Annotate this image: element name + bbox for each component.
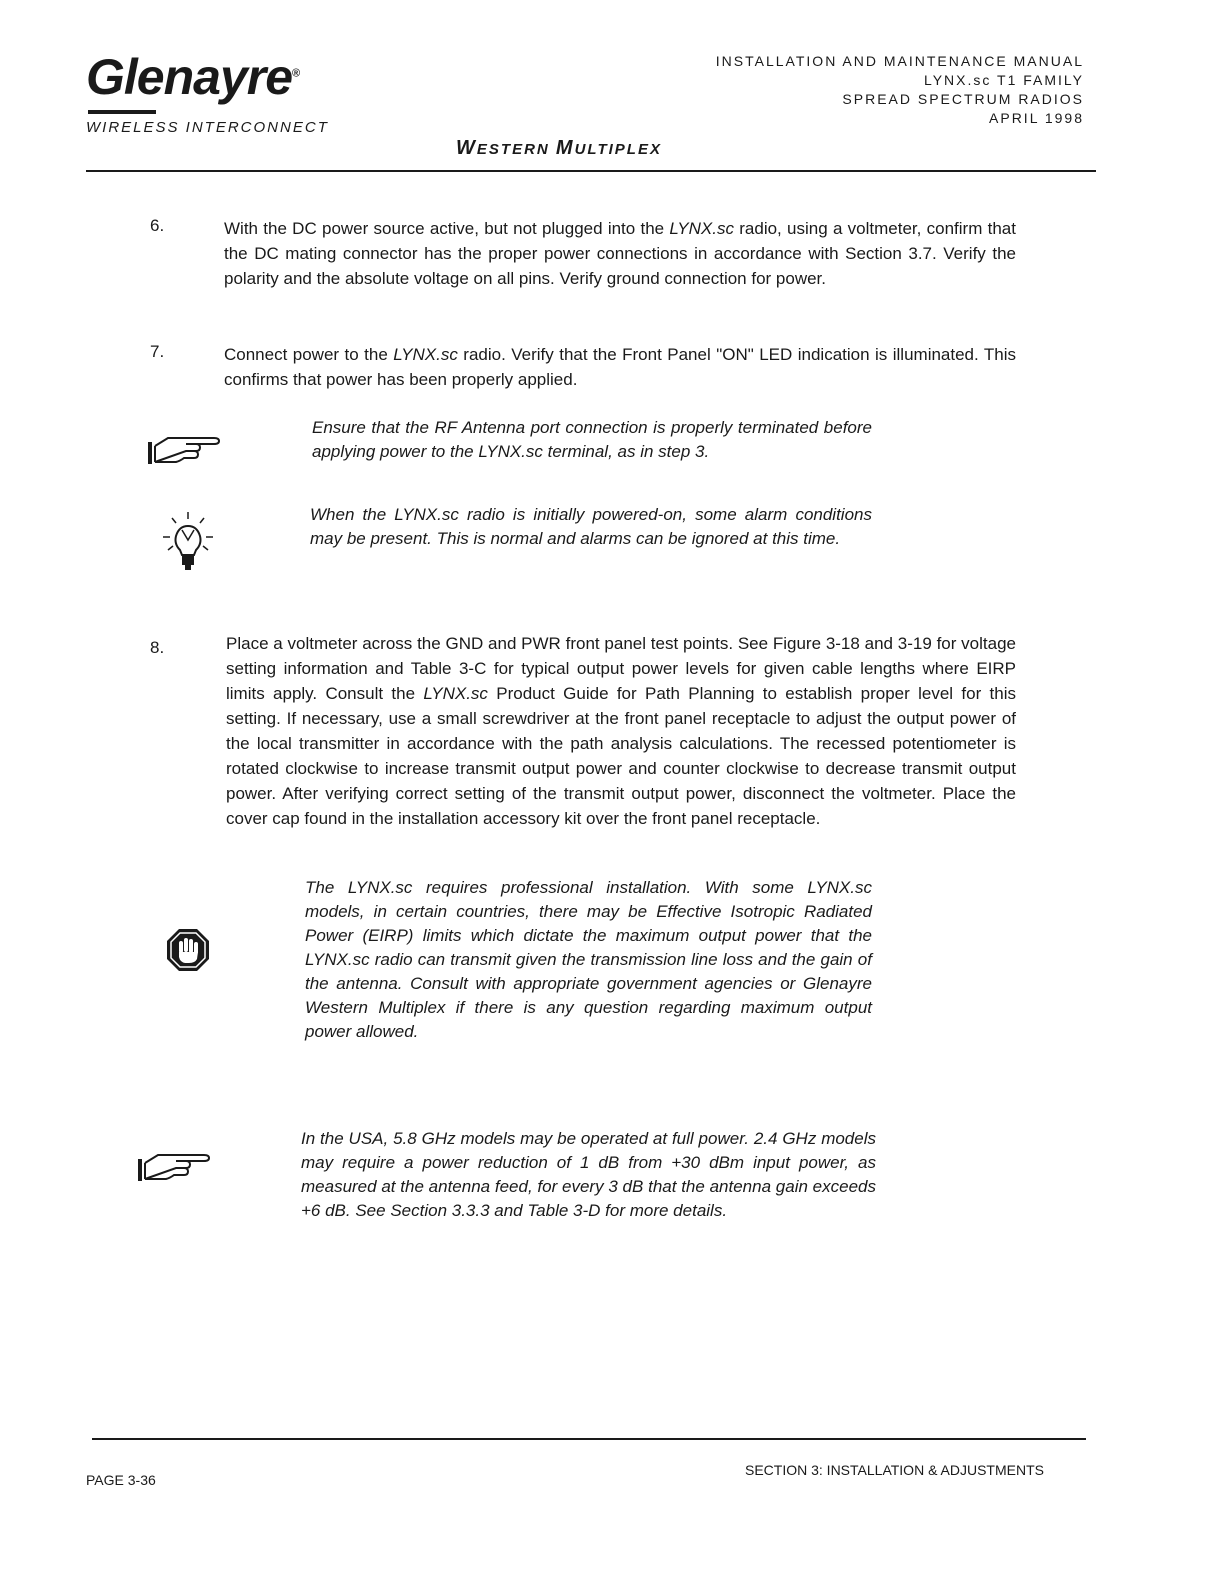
pointing-hand-icon [136,1149,212,1188]
company-initial-w: W [456,137,477,159]
note-alarm-conditions: When the LYNX.sc radio is initially powered-on, some alarm conditions may be present. This is normal and alarms can be ignored at this time. [310,505,872,548]
step-text-part: Place a voltmeter across the GND and PWR front panel test points. See Figure 3-18 and 3-19 for voltage setting information and Table 3-C for typical output power levels for given cable lengths where EIRP limits apply. Consult the [226,634,1016,703]
step-text [226,631,1016,831]
logo-registered-mark: ® [292,67,300,80]
step-text-part: Connect power to the [224,345,394,364]
company-word-estern: ESTERN [476,141,556,158]
product-family: LYNX.sc T1 FAMILY [923,72,1084,88]
step-text-part: With the DC power source active, but not plugged into the [224,219,670,238]
note-professional-installation: The LYNX.sc requires professional installation. With some LYNX.sc models, in certain countries, there may be Effective Isotropic Radiated Power (EIRP) limits which dictate the maximum output power that the LYNX.sc radio can transmit given the transmission line loss and the gain of the antenna. Consult with appropriate government agencies or Glenayre Western Multiplex if there is any question regarding maximum output power allowed. [305,878,872,1041]
company-name [456,137,662,160]
tagline: WIRELESS INTERCONNECT [86,119,329,136]
manual-date: APRIL 1998 [989,110,1084,126]
step-text [224,216,1016,291]
step-text-part: radio, using a voltmeter, confirm that the DC mating connector has the proper power connections in accordance with Section 3.7. Verify the polarity and the absolute voltage on all pins. Verify ground connection for power. [224,219,1016,288]
manual-title: INSTALLATION AND MAINTENANCE MANUAL [715,53,1084,69]
product-name: LYNX.sc [393,345,458,364]
light-bulb-icon [160,510,216,577]
company-initial-m: M [555,137,575,159]
pointing-hand-icon [146,432,222,471]
product-name: LYNX.sc [669,219,734,238]
product-type: SPREAD SPECTRUM RADIOS [842,91,1084,107]
header-rule [86,170,1096,172]
stop-hand-icon [164,926,212,979]
step-text-part: radio. Verify that the Front Panel "ON" LED indication is illuminated. This confirms that power has been properly applied. [224,345,1016,389]
note-rf-antenna: Ensure that the RF Antenna port connection is properly terminated before applying power to the LYNX.sc terminal, as in step 3. [312,418,872,461]
step-number: 7. [150,342,165,361]
company-word-ultiplex: ULTIPLEX [574,141,662,158]
note-power-reduction: In the USA, 5.8 GHz models may be operated at full power. 2.4 GHz models may require a power reduction of 1 dB from +30 dBm input power, as measured at the antenna feed, for every 3 dB that the antenna gain exceeds +6 dB. See Section 3.3.3 and Table 3-D for more details. [301,1129,876,1220]
step-text [224,342,1016,392]
logo-underline [88,110,156,114]
step-number: 8. [150,638,165,657]
page-number: PAGE 3-36 [86,1472,156,1488]
company-logo [86,49,300,105]
step-text-part: Product Guide for Path Planning to establish proper level for this setting. If necessary, use a small screwdriver at the front panel receptacle to adjust the output power of the local transmitter in accordance with the path analysis calculations. The recessed potentiometer is rotated clockwise to increase transmit output power and counter clockwise to decrease transmit output power. After verifying correct setting of the transmit output power, disconnect the voltmeter. Place the cover cap found in the installation accessory kit over the front panel receptacle. [226,684,1016,828]
product-name: LYNX.sc [423,684,488,703]
logo-text: Glenayre [86,49,293,105]
step-number: 6. [150,216,165,235]
section-title: SECTION 3: INSTALLATION & ADJUSTMENTS [745,1462,1044,1478]
footer-rule [92,1438,1086,1440]
manual-info [716,52,1084,128]
